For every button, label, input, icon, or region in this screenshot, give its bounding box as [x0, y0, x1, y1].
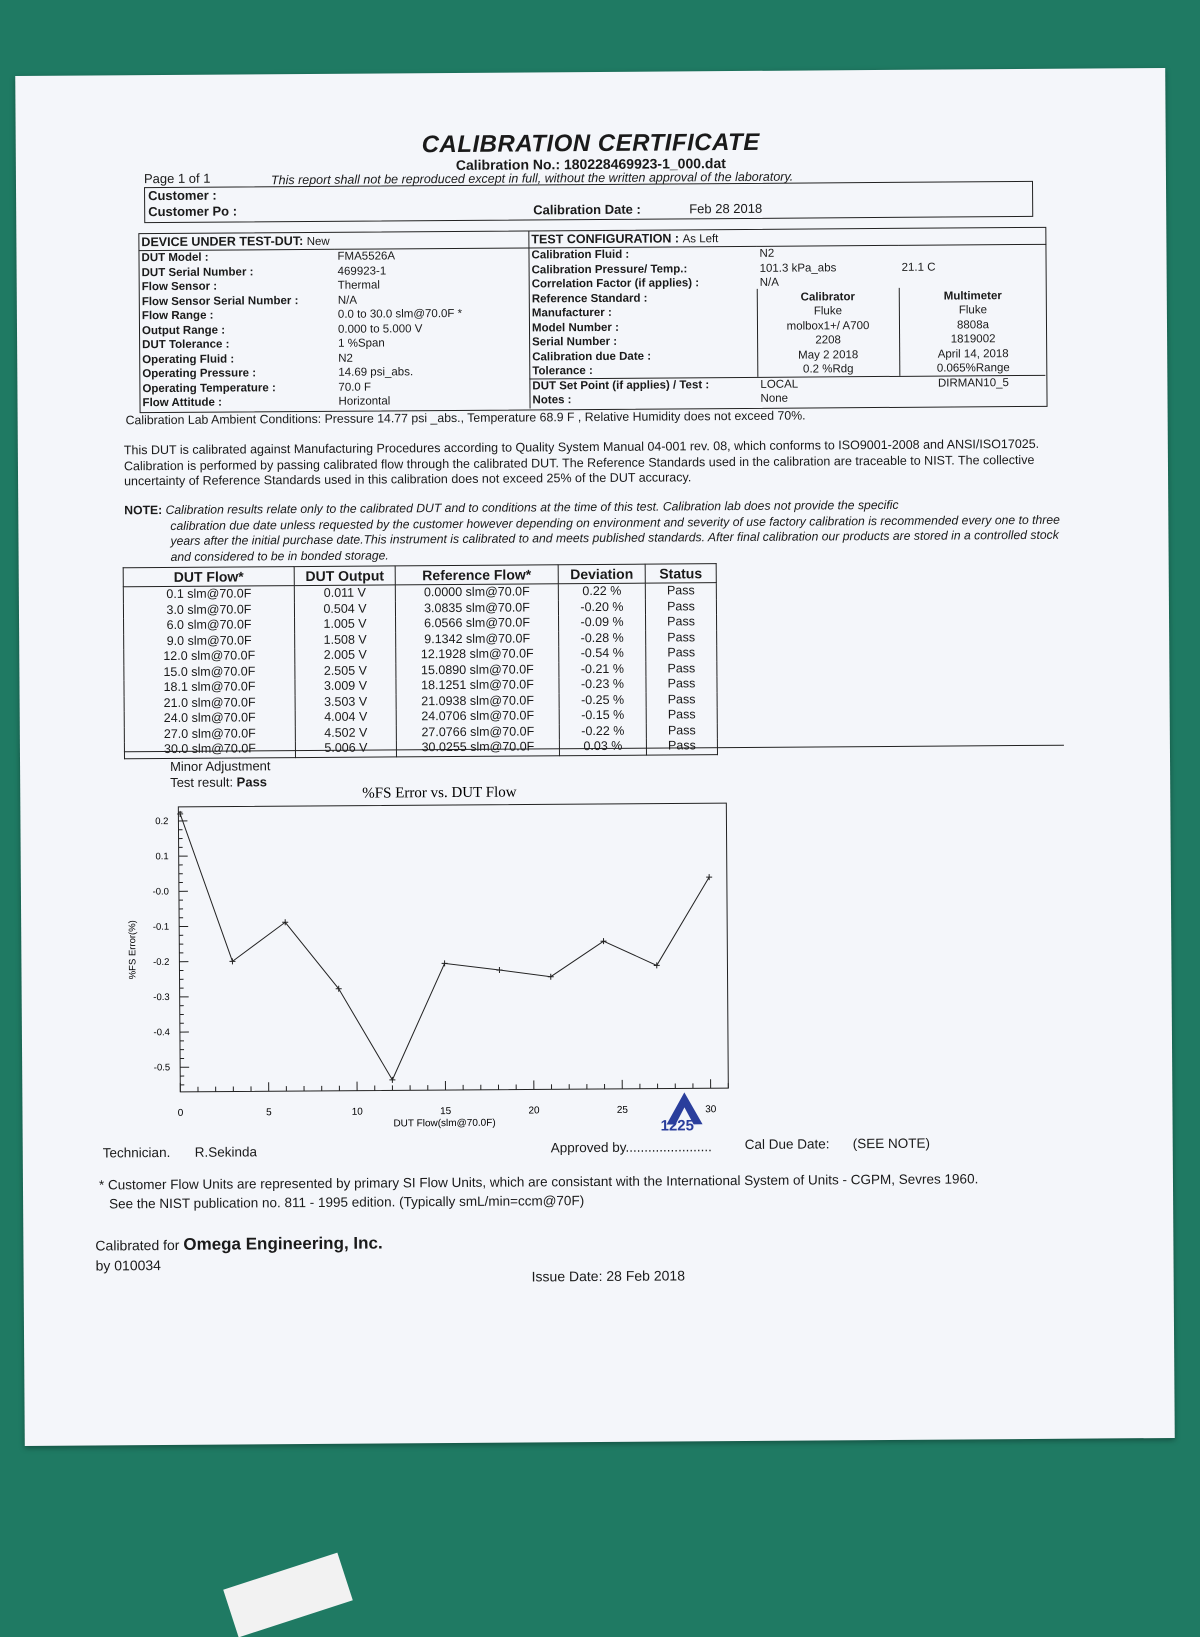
- page-number: Page 1 of 1: [144, 171, 211, 186]
- flow-sensor-value: Thermal: [335, 277, 529, 293]
- cell-status: Pass: [646, 661, 717, 677]
- calibration-date: Feb 28 2018: [689, 201, 762, 217]
- y-tick-label: 0.2: [155, 816, 168, 827]
- y-tick-label: -0.3: [153, 992, 169, 1003]
- y-tick-label: -0.0: [153, 886, 169, 897]
- x-tick-label: 0: [178, 1108, 184, 1119]
- data-point: [654, 962, 660, 968]
- cell-dut-flow: 27.0 slm@70.0F: [124, 726, 295, 743]
- operating-fluid-value: N2: [335, 350, 529, 366]
- data-point: [706, 874, 712, 880]
- data-point: [601, 938, 607, 944]
- reproduction-notice: This report shall not be reproduced except in full, without the written approval of the laboratory.: [271, 170, 793, 188]
- cell-reference-flow: 9.1342 slm@70.0F: [396, 631, 559, 648]
- cell-dut-output: 2.005 V: [295, 647, 396, 663]
- col-dut-output: DUT Output: [294, 566, 395, 586]
- customer-box: [144, 181, 1033, 223]
- multimeter-manufacturer: Fluke: [899, 303, 1047, 319]
- dut-model-value: FMA5526A: [334, 248, 528, 264]
- calibrated-by: by 010034: [95, 1257, 161, 1273]
- flow-attitude-value: Horizontal: [335, 393, 529, 409]
- data-point: [389, 1077, 395, 1083]
- note-first-line: Calibration results relate only to the calibrated DUT and to conditions at the time of this test. Calibration lab does not provide the specific: [166, 498, 899, 517]
- calibration-certificate: [15, 68, 1175, 1446]
- col-dut-flow: DUT Flow*: [123, 567, 294, 587]
- plot-area: [178, 803, 728, 1092]
- output-range-label: Output Range :: [139, 322, 335, 338]
- technician-label: Technician.: [103, 1145, 171, 1160]
- col-deviation: Deviation: [558, 564, 645, 584]
- cell-deviation: -0.23 %: [559, 677, 646, 693]
- cal-fluid-value: N2: [756, 244, 1046, 261]
- issue-date: Issue Date: 28 Feb 2018: [532, 1267, 685, 1284]
- cell-deviation: -0.21 %: [559, 661, 646, 677]
- x-tick-label: 10: [352, 1107, 364, 1118]
- cell-status: Pass: [646, 707, 717, 723]
- notes-label: Notes :: [529, 392, 757, 408]
- calibration-number: Calibration No.: 180228469923-1_000.dat: [16, 152, 1166, 176]
- cell-deviation: -0.54 %: [559, 646, 646, 662]
- cell-dut-output: 4.004 V: [295, 709, 396, 725]
- pressure-temp-label: Calibration Pressure/ Temp.:: [529, 261, 757, 277]
- setpoint-label: DUT Set Point (if applies) / Test :: [529, 377, 757, 393]
- calibration-note: [124, 497, 1060, 566]
- test-result-value: Pass: [237, 774, 267, 789]
- dut-tolerance-label: DUT Tolerance :: [139, 337, 335, 353]
- cell-reference-flow: 18.1251 slm@70.0F: [396, 677, 559, 694]
- cell-dut-flow: 0.1 slm@70.0F: [123, 586, 294, 603]
- note-rest: calibration due date unless requested by the customer however depending on environment and severity of use factory calibration is recommended every one to three years after the initial purchase date.This instrument is calibrated to and meets published standards. After final calibration our products are stored in a controlled stock and considered to be in bonded storage.: [124, 512, 1060, 565]
- cell-reference-flow: 12.1928 slm@70.0F: [396, 646, 559, 663]
- paper-scrap: [223, 1553, 353, 1637]
- y-axis-label: %FS Error(%): [127, 920, 138, 979]
- multimeter-serial: 1819002: [899, 332, 1047, 348]
- manufacturer-label: Manufacturer :: [529, 305, 757, 321]
- dut-serial-value: 469923-1: [335, 263, 529, 279]
- multimeter-model: 8808a: [899, 317, 1047, 333]
- y-tick-label: -0.4: [154, 1027, 170, 1038]
- results-table: [123, 563, 718, 759]
- dut-serial-label: DUT Serial Number :: [139, 264, 335, 280]
- cell-dut-output: 4.502 V: [295, 725, 396, 741]
- cell-dut-output: 2.505 V: [295, 663, 396, 679]
- cell-dut-flow: 30.0 slm@70.0F: [124, 741, 295, 758]
- certificate-title: CALIBRATION CERTIFICATE: [16, 126, 1166, 162]
- cell-deviation: -0.09 %: [559, 615, 646, 631]
- cell-reference-flow: 27.0766 slm@70.0F: [396, 724, 559, 741]
- cell-deviation: -0.22 %: [559, 723, 646, 739]
- cell-dut-flow: 15.0 slm@70.0F: [124, 664, 295, 681]
- cell-reference-flow: 15.0890 slm@70.0F: [396, 662, 559, 679]
- data-point: [442, 960, 448, 966]
- y-tick-label: -0.2: [153, 957, 169, 968]
- cell-deviation: -0.25 %: [559, 692, 646, 708]
- operating-temp-label: Operating Temperature :: [139, 380, 335, 396]
- multimeter-heading: Multimeter: [899, 288, 1047, 304]
- cal-temp-value: 21.1 C: [899, 259, 1047, 275]
- cell-status: Pass: [646, 738, 717, 754]
- cell-dut-flow: 24.0 slm@70.0F: [124, 710, 295, 727]
- tolerance-label: Tolerance :: [529, 363, 757, 379]
- approved-by: Approved by.......................: [551, 1139, 712, 1155]
- test-config-header: TEST CONFIGURATION : As Left: [528, 229, 1046, 248]
- operating-fluid-label: Operating Fluid :: [139, 351, 335, 367]
- results-body: [123, 583, 717, 759]
- cell-reference-flow: 21.0938 slm@70.0F: [396, 693, 559, 710]
- calibrated-for: [95, 1233, 382, 1255]
- col-status: Status: [645, 564, 716, 583]
- x-tick-label: 25: [617, 1105, 629, 1116]
- multimeter-tolerance: 0.065%Range: [899, 361, 1047, 377]
- technician-name: R.Sekinda: [195, 1144, 257, 1159]
- x-tick-label: 15: [440, 1106, 452, 1117]
- cell-reference-flow: 0.0000 slm@70.0F: [395, 584, 558, 601]
- cell-status: Pass: [645, 583, 716, 599]
- cell-deviation: 0.22 %: [558, 583, 645, 600]
- footnote-line1: * Customer Flow Units are represented by primary SI Flow Units, which are consistant with the International System of Units - CGPM, Sevres 1960.: [99, 1171, 978, 1192]
- flow-attitude-label: Flow Attitude :: [139, 395, 335, 411]
- cell-status: Pass: [646, 645, 717, 661]
- cell-dut-output: 3.503 V: [295, 694, 396, 710]
- y-tick-label: -0.1: [153, 922, 169, 933]
- cell-status: Pass: [646, 692, 717, 708]
- test-value: DIRMAN10_5: [899, 375, 1047, 391]
- cal-due-value: (SEE NOTE): [853, 1136, 930, 1152]
- x-tick-label: 30: [705, 1104, 717, 1115]
- operating-pressure-value: 14.69 psi_abs.: [335, 364, 529, 380]
- y-tick-label: -0.5: [154, 1062, 170, 1073]
- cell-status: Pass: [646, 676, 717, 692]
- cell-deviation: -0.20 %: [558, 599, 645, 615]
- x-axis-label: DUT Flow(slm@70.0F): [393, 1118, 495, 1130]
- customer-label: Customer :: [148, 188, 217, 203]
- cell-dut-flow: 21.0 slm@70.0F: [124, 695, 295, 712]
- cell-reference-flow: 30.0255 slm@70.0F: [396, 739, 559, 756]
- data-point: [548, 974, 554, 980]
- cell-deviation: 0.03 %: [559, 739, 646, 756]
- calibrator-model: molbox1+/ A700: [757, 318, 899, 333]
- calibrator-manufacturer: Fluke: [757, 304, 899, 319]
- y-tick-label: 0.1: [155, 851, 168, 862]
- model-number-label: Model Number :: [529, 319, 757, 335]
- calibration-statement: This DUT is calibrated against Manufacturing Procedures according to Quality System Manual 04-001 rev. 08, which conforms to ISO9001-2008 and ANSI/ISO17025. Calibration is performed by passing calibrated flow through the calibrated DUT. The Reference Standards used in the calibration are traceable to NIST. The collective uncertainty of Reference Standards used in this calibration does not exceed 25% of the DUT accuracy.: [124, 437, 1054, 490]
- calibration-date-label: Calibration Date :: [533, 202, 641, 218]
- dut-model-label: DUT Model :: [138, 249, 334, 265]
- cell-deviation: -0.28 %: [559, 630, 646, 646]
- cell-dut-output: 5.006 V: [295, 740, 396, 757]
- col-reference-flow: Reference Flow*: [395, 565, 558, 585]
- calibrator-tolerance: 0.2 %Rdg: [757, 362, 899, 377]
- cell-dut-flow: 12.0 slm@70.0F: [124, 648, 295, 665]
- device-config-table: [138, 229, 1047, 411]
- operating-temp-value: 70.0 F: [335, 379, 529, 395]
- multimeter-due: April 14, 2018: [899, 346, 1047, 362]
- cell-reference-flow: 24.0706 slm@70.0F: [396, 708, 559, 725]
- correlation-value: N/A: [757, 274, 1047, 291]
- error-series-line: [180, 810, 710, 1081]
- output-range-value: 0.000 to 5.000 V: [335, 321, 529, 337]
- stamp-number: 1225: [661, 1117, 694, 1134]
- flow-range-value: 0.0 to 30.0 slm@70.0F *: [335, 306, 529, 322]
- cell-dut-output: 1.508 V: [295, 632, 396, 648]
- serial-number-label: Serial Number :: [529, 334, 757, 350]
- due-date-label: Calibration due Date :: [529, 348, 757, 364]
- x-tick-label: 5: [266, 1107, 272, 1118]
- sensor-serial-value: N/A: [335, 292, 529, 308]
- chart-title: %FS Error vs. DUT Flow: [362, 785, 517, 802]
- cell-status: Pass: [645, 599, 716, 615]
- x-tick-label: 20: [528, 1105, 540, 1116]
- setpoint-value: LOCAL: [757, 376, 899, 391]
- calibrator-due: May 2 2018: [757, 347, 899, 362]
- cell-dut-output: 0.504 V: [294, 601, 395, 617]
- flow-sensor-label: Flow Sensor :: [139, 279, 335, 295]
- calibrated-for-label: Calibrated for: [95, 1237, 179, 1254]
- cell-dut-output: 3.009 V: [295, 678, 396, 694]
- cell-status: Pass: [646, 723, 717, 739]
- cal-pressure-value: 101.3 kPa_abs: [757, 260, 899, 275]
- flow-range-label: Flow Range :: [139, 308, 335, 324]
- notes-value: None: [757, 390, 1047, 407]
- cal-fluid-label: Calibration Fluid :: [528, 246, 756, 263]
- minor-adjustment: Minor Adjustment: [170, 758, 271, 774]
- cell-status: Pass: [646, 630, 717, 646]
- correlation-label: Correlation Factor (if applies) :: [529, 276, 757, 292]
- ambient-conditions: Calibration Lab Ambient Conditions: Pressure 14.77 psi _abs., Temperature 68.9 F , Relative Humidity does not exceed 70%.: [126, 409, 806, 428]
- note-lead: NOTE:: [124, 503, 162, 517]
- sensor-serial-label: Flow Sensor Serial Number :: [139, 293, 335, 309]
- test-result-label: Test result:: [170, 775, 233, 790]
- company-name: Omega Engineering, Inc.: [183, 1233, 382, 1253]
- cell-deviation: -0.15 %: [559, 708, 646, 724]
- reference-standard-label: Reference Standard :: [529, 290, 757, 306]
- cell-status: Pass: [646, 614, 717, 630]
- cell-dut-flow: 3.0 slm@70.0F: [123, 602, 294, 619]
- cell-reference-flow: 6.0566 slm@70.0F: [396, 615, 559, 632]
- cell-dut-flow: 6.0 slm@70.0F: [124, 617, 295, 634]
- cal-due-label: Cal Due Date:: [745, 1136, 830, 1152]
- dut-tolerance-value: 1 %Span: [335, 335, 529, 351]
- calibrator-heading: Calibrator: [757, 289, 899, 304]
- footnote-line2: See the NIST publication no. 811 - 1995 edition. (Typically smL/min=ccm@70F): [109, 1193, 584, 1211]
- cell-dut-flow: 9.0 slm@70.0F: [124, 633, 295, 650]
- cell-dut-output: 1.005 V: [295, 616, 396, 632]
- calibrator-serial: 2208: [757, 333, 899, 348]
- cell-reference-flow: 3.0835 slm@70.0F: [395, 600, 558, 617]
- customer-po-label: Customer Po :: [148, 203, 237, 219]
- dut-header: DEVICE UNDER TEST-DUT: New: [138, 232, 528, 250]
- cell-dut-output: 0.011 V: [294, 585, 395, 602]
- operating-pressure-label: Operating Pressure :: [139, 366, 335, 382]
- data-point: [496, 967, 502, 973]
- cell-dut-flow: 18.1 slm@70.0F: [124, 679, 295, 696]
